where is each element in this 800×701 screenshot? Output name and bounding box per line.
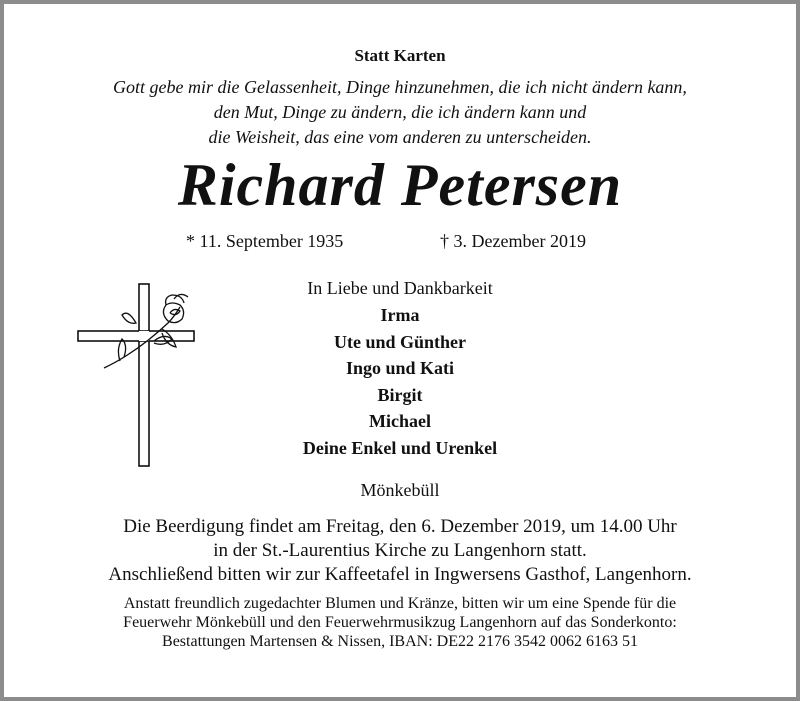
donation-line: Anstatt freundlich zugedachter Blumen und Kränze, bitten wir um eine Spende für die xyxy=(123,595,677,612)
prayer-quote xyxy=(0,75,800,150)
donation-line: Bestattungen Martensen & Nissen, IBAN: DE22 2176 3542 0062 6163 51 xyxy=(162,633,638,650)
place-name: Mönkebüll xyxy=(360,480,440,500)
funeral-line: Anschließend bitten wir zur Kaffeetafel in Ingwersens Gasthof, Langenhorn. xyxy=(108,564,692,585)
dedication-line: In Liebe und Dankbarkeit xyxy=(307,278,493,298)
birth-date: * 11. September 1935 xyxy=(186,231,344,251)
donation-note xyxy=(0,594,800,651)
mourner-name: Deine Enkel und Urenkel xyxy=(302,437,498,458)
mourner-name: Ute und Günther xyxy=(333,331,467,352)
mourners-list xyxy=(0,302,800,462)
notice-heading: Statt Karten xyxy=(354,46,446,65)
mourner-name: Michael xyxy=(369,411,431,432)
quote-line: den Mut, Dinge zu ändern, die ich ändern kann und xyxy=(213,102,587,122)
death-date: † 3. Dezember 2019 xyxy=(440,231,586,251)
mourner-name: Irma xyxy=(380,305,420,325)
donation-line: Feuerwehr Mönkebüll und den Feuerwehrmusikzug Langenhorn auf das Sonderkonto: xyxy=(123,614,677,631)
funeral-info xyxy=(0,515,800,587)
funeral-line: in der St.-Laurentius Kirche zu Langenhorn statt. xyxy=(213,540,587,561)
funeral-line: Die Beerdigung findet am Freitag, den 6. Dezember 2019, um 14.00 Uhr xyxy=(123,516,677,537)
quote-line: Gott gebe mir die Gelassenheit, Dinge hinzunehmen, die ich nicht ändern kann, xyxy=(113,77,687,97)
quote-line: die Weisheit, das eine vom anderen zu unterscheiden. xyxy=(208,127,592,147)
mourner-name: Ingo und Kati xyxy=(345,358,455,379)
deceased-name: Richard Petersen xyxy=(177,152,623,218)
mourner-name: Birgit xyxy=(377,384,423,405)
